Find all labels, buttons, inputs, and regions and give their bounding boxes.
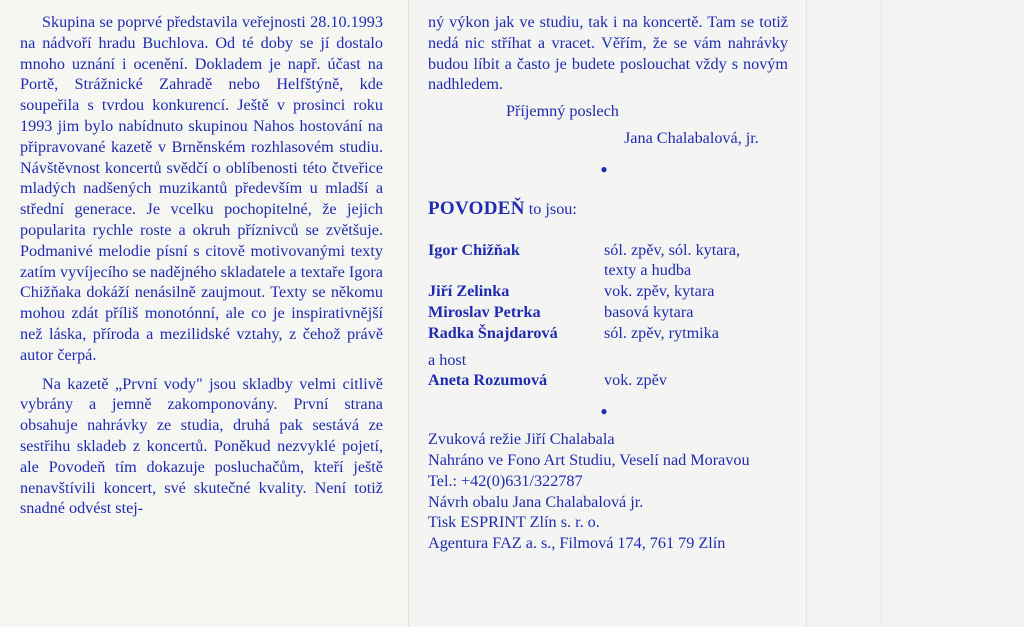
member-row: [428, 302, 788, 323]
member-role: basová kytara: [604, 302, 694, 321]
guest-label: a host: [428, 350, 467, 369]
paragraph-cassette: Na kazetě „První vody" jsou skladby velmi citlivě vybrány a jemně zakomponovány. První strana obsahuje nahrávky ze studia, druhá pak sestává ze sestřihu skladeb z koncertů. Poněkud nezvyklé pojetí, ale Povodeň tím dokazuje posluchačům, kteří ještě nenavštívili koncert, své skutečné kvality. Není totiž snadné odvést stej-: [20, 374, 383, 518]
right-blank-panel: [806, 0, 1024, 627]
credits: [428, 429, 788, 554]
credit-line: Tel.: +42(0)631/322787: [428, 471, 583, 490]
paragraph-history: Skupina se poprvé představila veřejnosti 28.10.1993 na nádvoří hradu Buchlova. Od té doby se jí dostalo mnoho uznání i ocenění. Dokladem je např. účast na Portě, Strážnické Zahradě nebo Helfštýně, kde soupeřila s tvrdou konkurencí. Ještě v prosinci roku 1993 jim bylo nabídnuto skupinou Nahos hostování na připravované kazetě v Brněnském rozhlasovém studiu. Návštěvnost koncertů svědčí o oblíbenosti této čtveřice mladých nadšených muzikantů především u mladší a střední generace. Je vcelku pochopitelné, že jejich popularita rychle roste a okruh příznivců se zvětšuje. Podmanivé melodie písní s citově motivovanými texty zatím vyvíjecího se nadějného skladatele a textaře Igora Chižňaka dokáží nenásilně zaujmout. Texty se někomu mohou zdát příliš monotónní, ale co je inspirativnější než láska, příroda a mezilidské vztahy, z čehož právě autor čerpá.: [20, 13, 383, 364]
guest-role: vok. zpěv: [604, 371, 667, 390]
member-role: texty a hudba: [604, 261, 692, 280]
member-role: sól. zpěv, sól. kytara,: [604, 240, 741, 259]
greeting: Příjemný poslech: [506, 102, 619, 121]
guest-row: [428, 370, 788, 391]
band-name: POVODEŇ: [428, 197, 525, 219]
member-role: vok. zpěv, kytara: [604, 282, 715, 301]
member-row: [428, 260, 788, 281]
member-name: Igor Chižňak: [428, 240, 520, 259]
member-name: Miroslav Petrka: [428, 302, 541, 321]
member-name: [428, 260, 604, 281]
band-heading: [428, 199, 788, 220]
member-row: [428, 281, 788, 302]
credit-line: Nahráno ve Fono Art Studiu, Veselí nad Moravou: [428, 450, 750, 469]
credit-line: Zvuková režie Jiří Chalabala: [428, 430, 615, 449]
member-name: Radka Šnajdarová: [428, 323, 558, 342]
member-row: [428, 323, 788, 344]
member-role: sól. zpěv, rytmika: [604, 323, 719, 342]
guest-name: Aneta Rozumová: [428, 371, 548, 390]
member-list: [428, 240, 788, 392]
paragraph-continuation: ný výkon jak ve studiu, tak i na koncertě. Tam se totiž nedá nic stříhat a vracet. Věřím, že se vám nahrávky budou líbit a často je budete poslouchat vždy s novým nadhledem.: [428, 13, 788, 94]
bullet-divider: ●: [600, 161, 608, 176]
band-suffix: to jsou:: [528, 199, 577, 218]
credit-line: Tisk ESPRINT Zlín s. r. o.: [428, 513, 600, 532]
right-text-column: [428, 12, 788, 554]
fold-line: [881, 0, 882, 627]
credit-line: Agentura FAZ a. s., Filmová 174, 761 79 Zlín: [428, 534, 726, 553]
signature: Jana Chalabalová, jr.: [624, 128, 759, 147]
member-row: [428, 240, 788, 261]
bullet-divider: ●: [600, 404, 608, 419]
left-text-column: [20, 12, 383, 519]
credit-line: Návrh obalu Jana Chalabalová jr.: [428, 492, 644, 511]
member-name: Jiří Zelinka: [428, 282, 510, 301]
